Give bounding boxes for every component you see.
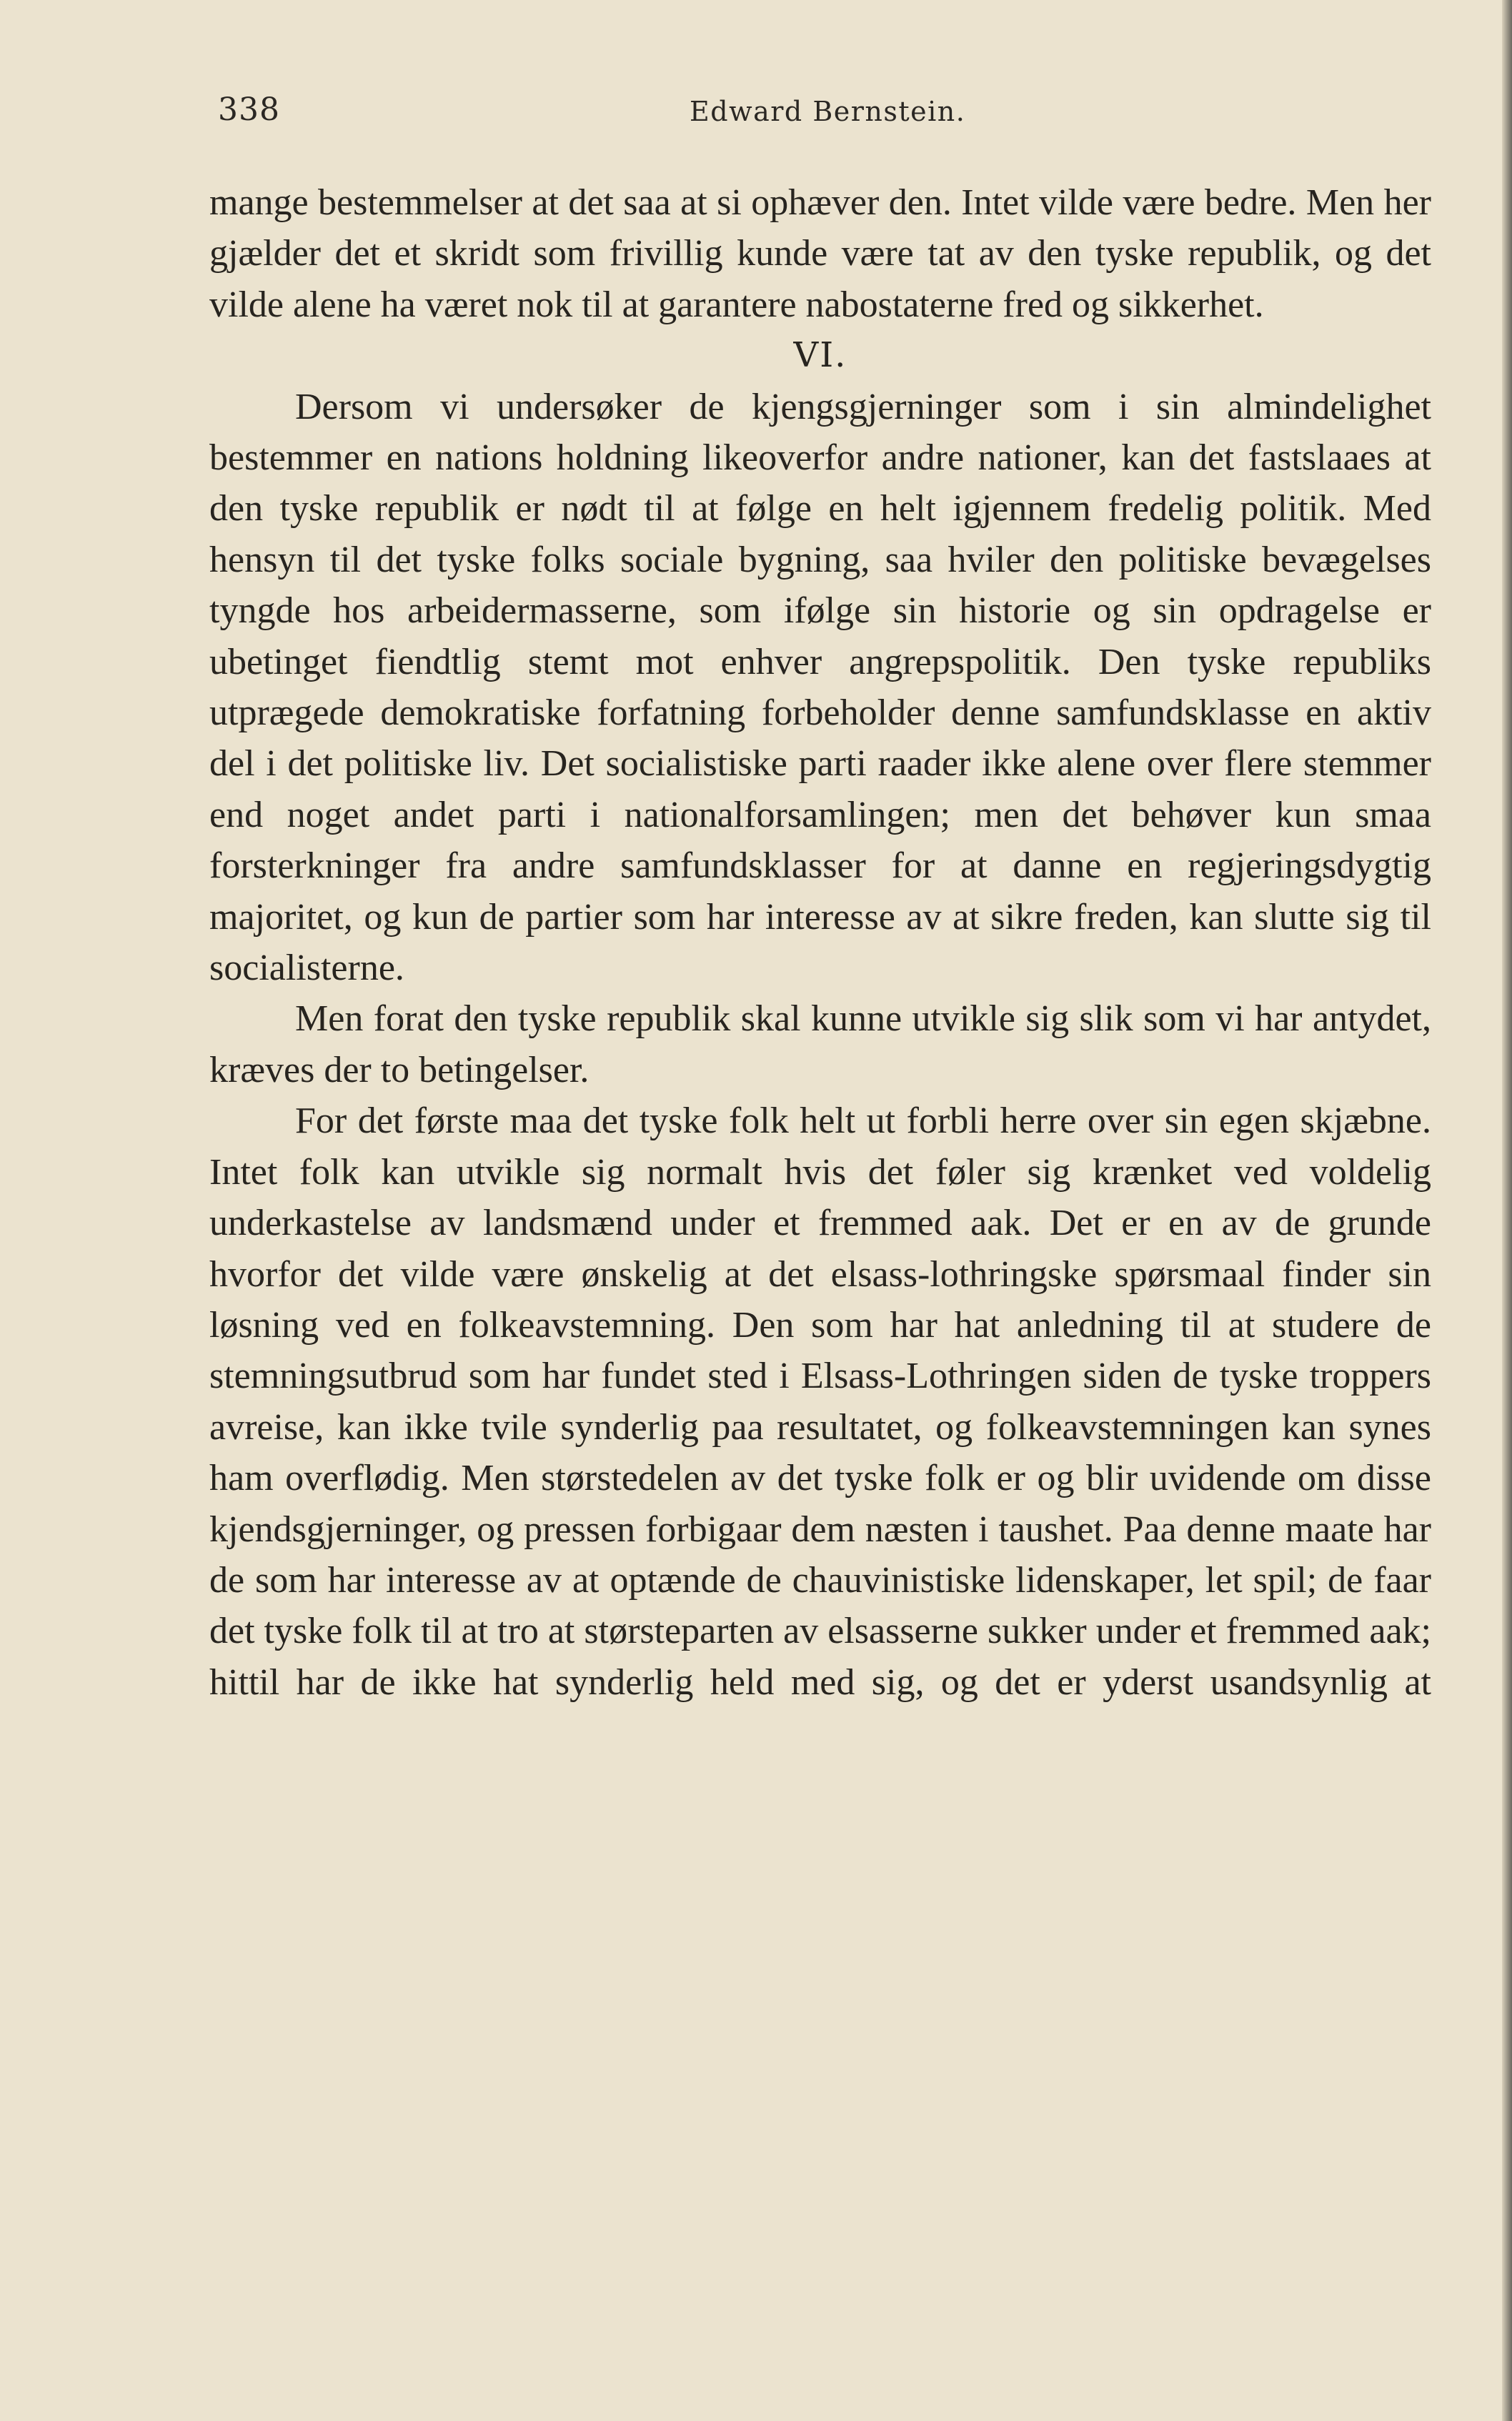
body-text — [209, 177, 1431, 1708]
paragraph-continued: mange bestemmelser at det saa at si ophæver den. Intet vilde være bedre. Men her gjælder det et skridt som frivillig kunde være tat av den tyske republik, og det vilde alene ha været nok til at garantere nabostaterne fred og sikkerhet. — [209, 182, 1431, 325]
paragraph: Men forat den tyske republik skal kunne utvikle sig slik som vi har antydet, kræves der to betingelser. — [209, 998, 1431, 1090]
page-edge-shadow — [1502, 0, 1512, 2421]
section-heading: VI. — [793, 335, 847, 376]
paragraph: For det første maa det tyske folk helt ut forbli herre over sin egen skjæbne. Intet folk kan utvikle sig normalt hvis det føler sig krænket ved voldelig underkastelse av landsmænd under et fremmed aak. Det er en av de grunde hvorfor det vilde være ønskelig at det elsass-lothringske spørsmaal finder sin løsning ved en folkeavstemning. Den som har hat anledning til at studere de stemningsutbrud som har fundet sted i Elsass-Lothringen siden de tyske troppers avreise, kan ikke tvile synderlig paa resultatet, og folkeavstemningen kan synes ham overflødig. Men størstedelen av det tyske folk er og blir uvidende om disse kjendsgjerninger, og pressen forbigaar dem næsten i taushet. Paa denne maate har de som har interesse av at optænde de chauvinistiske lidenskaper, let spil; de faar det tyske folk til at tro at størsteparten av elsasserne sukker under et fremmed aak; hittil har de ikke hat synderlig held med sig, og det er yderst usandsynlig at — [209, 1100, 1431, 1703]
running-head: Edward Bernstein. — [690, 96, 966, 127]
paragraph: Dersom vi undersøker de kjengsgjerninger som i sin almindelighet bestemmer en nations holdning likeoverfor andre nationer, kan det fastslaaes at den tyske republik er nødt til at følge en helt igjennem fredelig politik. Med hensyn til det tyske folks sociale bygning, saa hviler den politiske bevægelses tyngde hos arbeidermasserne, som ifølge sin historie og sin opdragelse er ubetinget fiendtlig stemt mot enhver angrepspolitik. Den tyske republiks utprægede demokratiske forfatning forbeholder denne samfundsklasse en aktiv del i det politiske liv. Det socialistiske parti raader ikke alene over flere stemmer end noget andet parti i nationalforsamlingen; men det behøver kun smaa forsterkninger fra andre samfundsklasser for at danne en regjeringsdygtig majoritet, og kun de partier som har interesse av at sikre freden, kan slutte sig til socialisterne. — [209, 386, 1431, 989]
page-header — [211, 84, 1426, 134]
page-number: 338 — [218, 91, 280, 128]
